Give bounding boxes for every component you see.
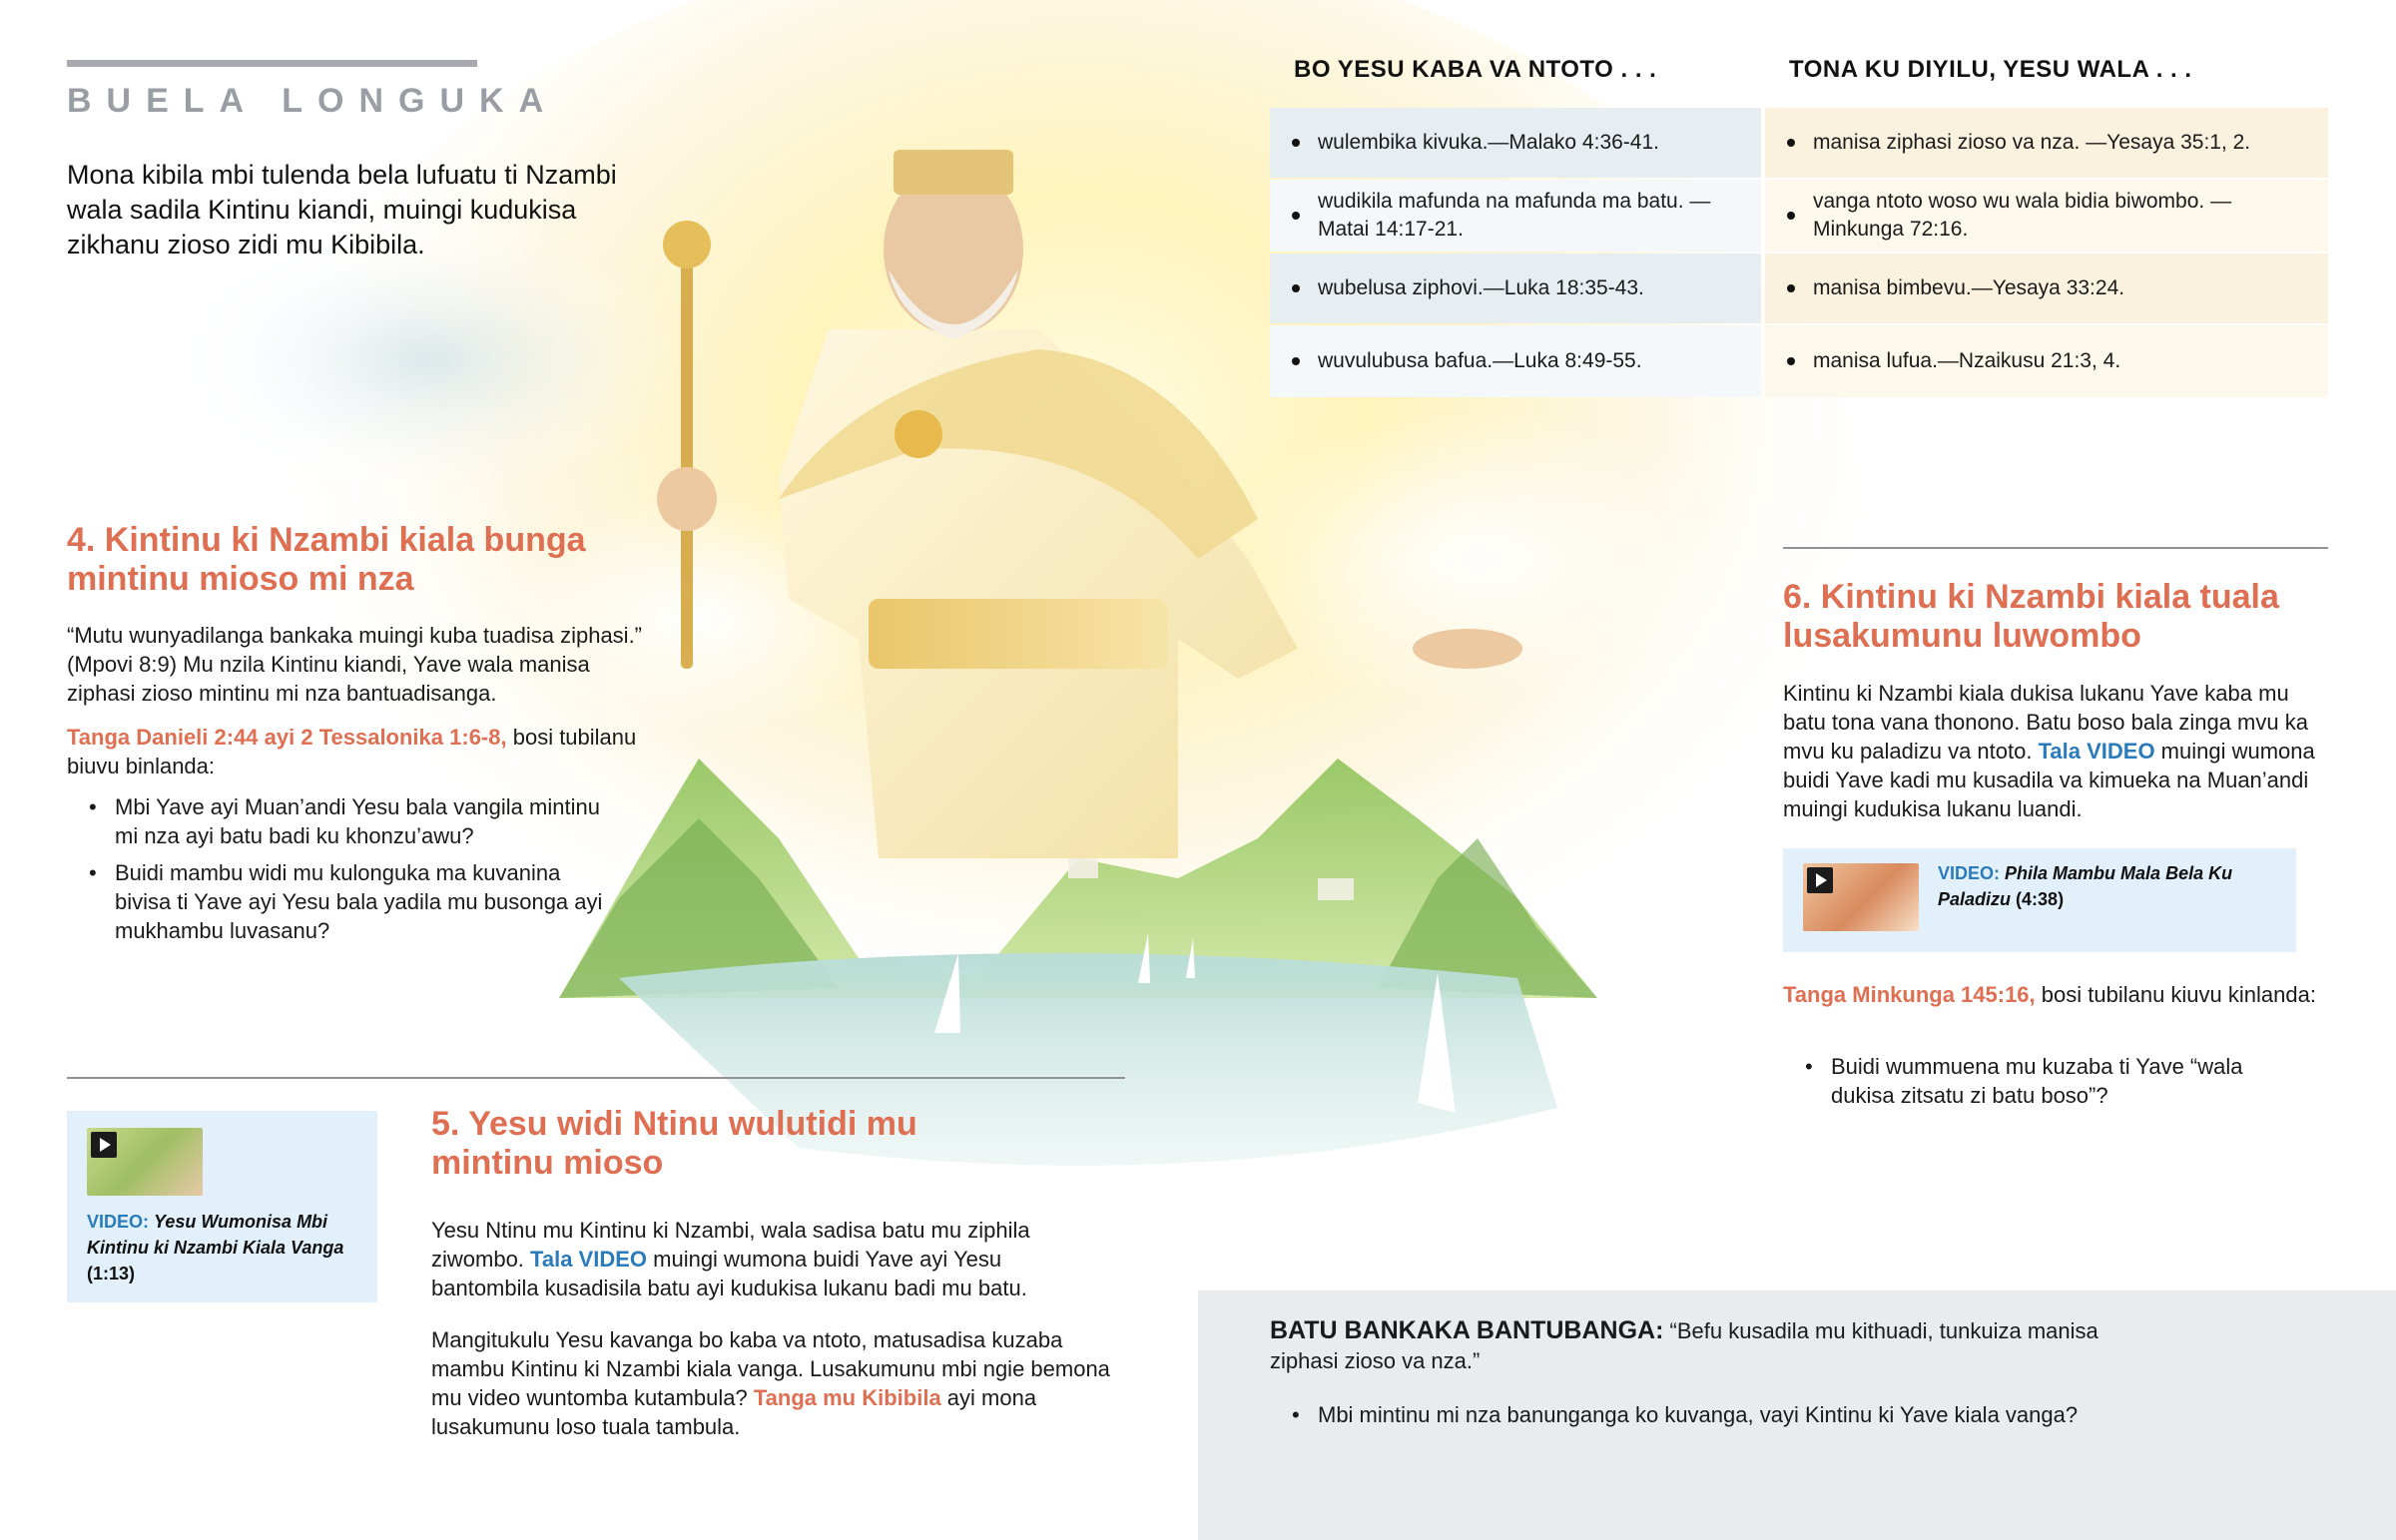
others-say-questions (1270, 1400, 2268, 1437)
section-5-title: 5. Yesu widi Ntinu wulutidi mu mintinu mioso (431, 1105, 917, 1182)
header-rule (67, 60, 477, 67)
table-cell-right: manisa ziphasi zioso va nza. —Yesaya 35:1, 2. (1765, 108, 2328, 178)
video-box[interactable] (67, 1111, 377, 1302)
video-duration: (1:13) (87, 1264, 136, 1283)
table-header-left: BO YESU KABA VA NTOTO . . . (1294, 56, 1657, 83)
table-cell-left: wubelusa ziphovi.—Luka 18:35-43. (1270, 254, 1761, 323)
section-heading: BUELA LONGUKA (67, 82, 559, 120)
bullet-icon (1292, 139, 1300, 147)
video-label: VIDEO: (1938, 863, 2001, 883)
scripture-link[interactable]: Tanga Danieli 2:44 ayi 2 Tessalonika 1:6-8, (67, 725, 507, 750)
section-6-title: 6. Kintinu ki Nzambi kiala tuala lusakumunu luwombo (1783, 578, 2279, 655)
question-item: • Mbi mintinu mi nza banunganga ko kuvanga, vayi Kintinu ki Yave kiala vanga? (1270, 1400, 2268, 1429)
section-6-questions (1783, 1052, 2262, 1118)
bullet-icon (1292, 212, 1300, 220)
bullet-icon (1787, 357, 1795, 365)
video-link[interactable]: Tala VIDEO (2038, 739, 2155, 764)
table-cell-right: manisa lufua.—Nzaikusu 21:3, 4. (1765, 325, 2328, 397)
table-cell-left: wuvulubusa bafua.—Luka 8:49-55. (1270, 325, 1761, 397)
section-4-quote: “Mutu wunyadilanga bankaka muingi kuba tuadisa ziphasi.” (Mpovi 8:9) Mu nzila Kintinu kiandi, Yave wala manisa ziphasi zioso mintinu mi nza bantuadisanga. (67, 623, 643, 706)
divider (67, 1077, 1125, 1079)
video-title[interactable]: Phila Mambu Mala Bela Ku Paladizu (1938, 863, 2233, 909)
scripture-link[interactable]: Tanga mu Kibibila (753, 1385, 941, 1410)
section-6-paragraph: Kintinu ki Nzambi kiala dukisa lukanu Yave kaba mu batu tona vana thonono. Batu boso bala zinga mvu ka mvu ku paladizu va ntoto. Tala VIDEO muingi wumona buidi Yave kadi mu kusadila va kimueka na Muan’andi muingi kudukisa lukanu luandi. (1783, 681, 2315, 821)
bullet-icon (1787, 284, 1795, 292)
video-title[interactable]: Yesu Wumonisa Mbi Kintinu ki Nzambi Kiala Vanga (87, 1212, 344, 1258)
table-cell-right: vanga ntoto woso wu wala bidia biwombo. —Minkunga 72:16. (1765, 180, 2328, 252)
others-say-statement: BATU BANKAKA BANTUBANGA: “Befu kusadila mu kithuadi, tunkuiza manisa ziphasi zioso va nza.” (1270, 1316, 2098, 1373)
play-icon[interactable] (91, 1132, 117, 1158)
section-6-read-instruction: Tanga Minkunga 145:16, bosi tubilanu kiuvu kinlanda: (1783, 982, 2316, 1007)
table-header-right: TONA KU DIYILU, YESU WALA . . . (1789, 56, 2192, 83)
question-item: • Buidi mambu widi mu kulonguka ma kuvanina bivisa ti Yave ayi Yesu bala yadila mu busonga ayi mukhambu luvasanu? (67, 858, 606, 945)
section-4-read-instruction: Tanga Danieli 2:44 ayi 2 Tessalonika 1:6-8, bosi tubilanu biuvu binlanda: (67, 725, 637, 778)
question-item: • Buidi wummuena mu kuzaba ti Yave “wala dukisa zitsatu zi batu boso”? (1783, 1052, 2262, 1110)
video-thumbnail[interactable] (1803, 863, 1919, 931)
intro-text: Mona kibila mbi tulenda bela lufuatu ti Nzambi wala sadila Kintinu kiandi, muingi kudukisa zikhanu zioso zidi mu Kibibila. (67, 160, 617, 259)
divider (1783, 547, 2328, 549)
question-item: • Mbi Yave ayi Muan’andi Yesu bala vangila mintinu mi nza ayi batu badi ku khonzu’awu? (67, 792, 606, 850)
play-icon[interactable] (1807, 867, 1833, 893)
video-duration: (4:38) (2016, 889, 2065, 909)
bullet-icon (1292, 357, 1300, 365)
section-4-title: 4. Kintinu ki Nzambi kiala bunga mintinu mioso mi nza (67, 521, 586, 598)
video-thumbnail[interactable] (87, 1128, 203, 1196)
video-link[interactable]: Tala VIDEO (530, 1247, 648, 1272)
table-cell-right: manisa bimbevu.—Yesaya 33:24. (1765, 254, 2328, 323)
scripture-link[interactable]: Tanga Minkunga 145:16, (1783, 982, 2036, 1007)
section-4-questions (67, 792, 606, 953)
section-5-paragraph-1: Yesu Ntinu mu Kintinu ki Nzambi, wala sadisa batu mu ziphila ziwombo. Tala VIDEO muingi wumona buidi Yave ayi Yesu bantombila kusadisila batu ayi kudukisa lukanu badi mu batu. (431, 1218, 1030, 1300)
others-say-label: BATU BANKAKA BANTUBANGA: (1270, 1316, 1664, 1344)
bullet-icon (1787, 139, 1795, 147)
bullet-icon (1787, 212, 1795, 220)
table-cell-left: wudikila mafunda na mafunda ma batu. —Matai 14:17-21. (1270, 180, 1761, 252)
others-say-panel (1198, 1290, 2396, 1540)
table-cell-left: wulembika kivuka.—Malako 4:36-41. (1270, 108, 1761, 178)
video-label: VIDEO: (87, 1212, 150, 1232)
section-5-paragraph-2: Mangitukulu Yesu kavanga bo kaba va ntoto, matusadisa kuzaba mambu Kintinu ki Nzambi kiala vanga. Lusakumunu mbi ngie bemona mu video wuntomba kutambula? Tanga mu Kibibila ayi mona lusakumunu loso tuala tambula. (431, 1327, 1110, 1439)
video-box[interactable] (1783, 848, 2296, 952)
bullet-icon (1292, 284, 1300, 292)
